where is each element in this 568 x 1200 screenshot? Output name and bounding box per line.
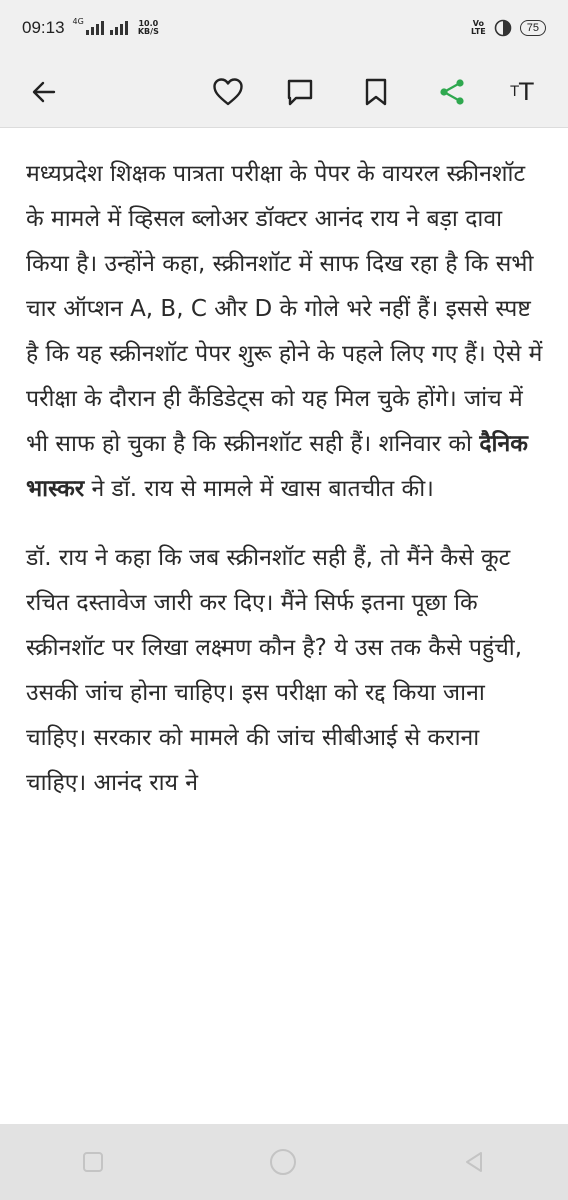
eye-comfort-icon [494,19,512,37]
signal-icon [86,21,104,35]
square-icon[interactable] [81,1150,105,1174]
back-button[interactable] [24,72,64,112]
p1-text-a: मध्यप्रदेश शिक्षक पात्रता परीक्षा के पेपर के वायरल स्क्रीनशॉट के मामले में व्हिसल ब्लोअर डॉक्टर आनंद राय ने बड़ा दावा किया है। उन्होंने कहा, स्क्रीनशॉट में साफ दिख रहा है कि सभी चार ऑप्शन A, B, C और D के गोले भरे नहीं हैं। इससे स्पष्ट है कि यह स्क्रीनशॉट पेपर शुरू होने के पहले लिए गए हैं। ऐसे में परीक्षा के दौरान ही कैंडिडेट्स को यह मिल चुके होंगे। जांच में भी साफ हो चुका है कि स्क्रीनशॉट सही हैं। शनिवार को [26,161,543,457]
heart-icon [212,77,244,107]
text-size-big: T [518,78,534,106]
article-paragraph-1 [26,152,546,512]
p1-bold-source: दैनिक भास्कर [26,431,528,502]
network-speed [138,20,159,36]
status-time: 09:13 [22,18,65,37]
signal-icon-2 [110,21,128,35]
volte-badge [471,20,486,36]
comment-icon [285,77,315,107]
text-size-small: T [510,84,519,100]
system-nav-bar [0,1124,568,1200]
back-arrow-icon [30,78,58,106]
share-icon [437,77,467,107]
article-paragraph-2: डॉ. राय ने कहा कि जब स्क्रीनशॉट सही हैं, तो मैंने कैसे कूट रचित दस्तावेज जारी कर दिए। मैंने सिर्फ इतना पूछा कि स्क्रीनशॉट पर लिखा लक्ष्मण कौन है? ये उस तक कैसे पहुंची, उसकी जांच होना चाहिए। इस परीक्षा को रद्द किया जाना चाहिए। सरकार को मामले की जांच सीबीआई से कराना चाहिए। आनंद राय ने [26,545,523,796]
share-button[interactable] [432,72,472,112]
status-right [471,19,546,37]
battery-indicator: 75 [520,20,546,36]
article-body [26,152,546,830]
text-size-button[interactable] [502,72,542,112]
comment-button[interactable] [280,72,320,112]
bookmark-button[interactable] [356,72,396,112]
volte-line1: Vo [472,19,485,28]
circle-icon[interactable] [268,1147,298,1177]
article-toolbar [0,56,568,128]
bookmark-icon [363,77,389,107]
speed-value: 10.0 [138,19,159,28]
like-button[interactable] [208,72,248,112]
p1-text-b: ने डॉ. राय से मामले में खास बातचीत की। [84,476,434,502]
status-bar [0,0,568,56]
volte-line2: LTE [471,27,486,36]
triangle-back-icon[interactable] [461,1149,487,1175]
network-type: 4G [72,17,84,26]
speed-unit: KB/S [137,27,159,36]
